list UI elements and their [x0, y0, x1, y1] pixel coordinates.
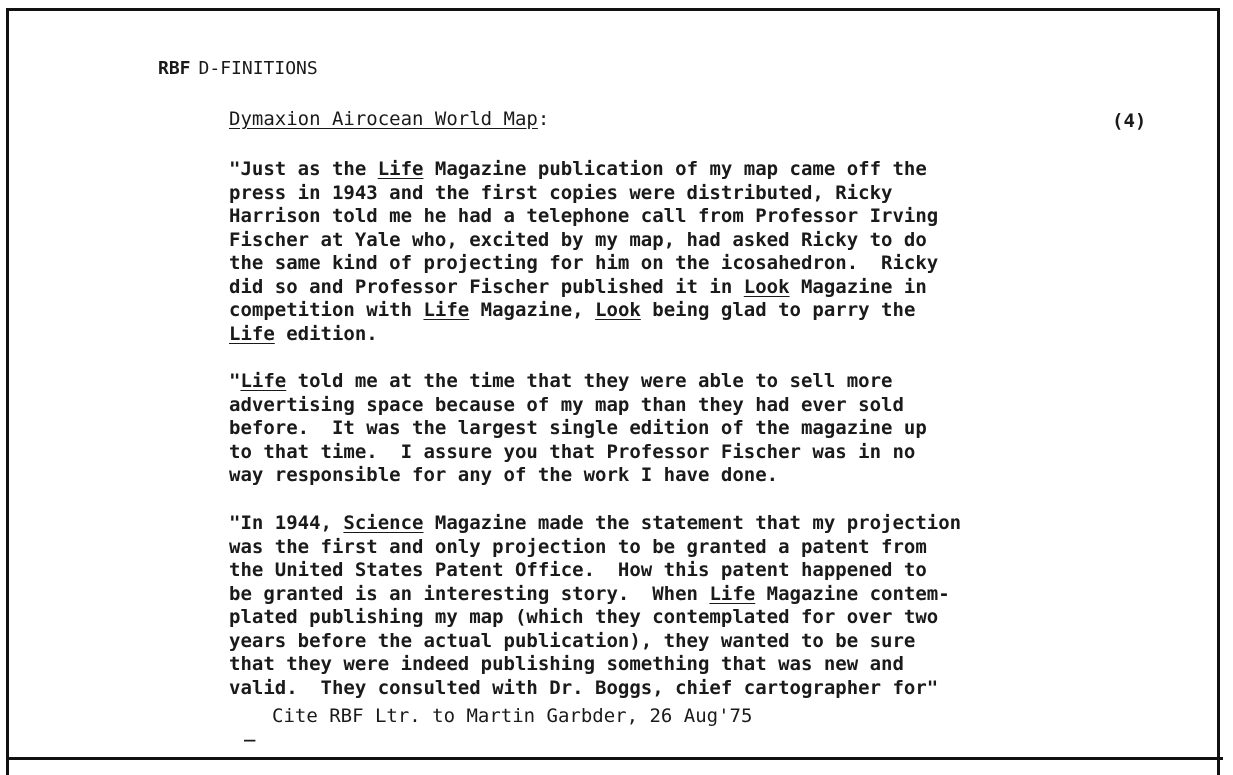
header-section: D-FINITIONS: [198, 58, 318, 79]
paragraph-line: the United States Patent Office. How this patent happened to: [229, 559, 927, 581]
quote-paragraph-3: [229, 512, 1159, 700]
paragraph-line: did so and Professor Fischer published it in Look Magazine in: [229, 275, 927, 298]
citation-text: Cite RBF Ltr. to Martin Garbder, 26 Aug'75: [272, 705, 753, 727]
document-header: [158, 58, 318, 79]
paragraph-line: press in 1943 and the first copies were distributed, Ricky: [229, 181, 893, 204]
page-number: (4): [1112, 110, 1147, 132]
paragraph-line: "Just as the Life Magazine publication of my map came off the: [229, 158, 927, 180]
paragraph-line: competition with Life Magazine, Look being glad to parry the: [229, 299, 916, 321]
quote-paragraph-2: [229, 370, 1159, 488]
paragraph-line: that they were indeed publishing something that was new and: [229, 653, 904, 675]
bottom-rule: [6, 757, 1223, 760]
paragraph-line: before. It was the largest single edition of the magazine up: [229, 417, 927, 439]
paragraph-line: way responsible for any of the work I have done.: [229, 464, 779, 486]
paragraph-line: was the first and only projection to be granted a patent from: [229, 535, 927, 558]
paragraph-line: "In 1944, Science Magazine made the statement that my projection: [229, 512, 962, 534]
paragraph-line: valid. They consulted with Dr. Boggs, chief cartographer for": [229, 676, 939, 699]
paragraph-line: the same kind of projecting for him on the icosahedron. Ricky: [229, 252, 939, 274]
paragraph-line: be granted is an interesting story. When Life Magazine contem-: [229, 582, 950, 605]
definition-title: [229, 108, 549, 130]
definition-term: Dymaxion Airocean World Map: [229, 108, 538, 130]
paragraph-line: "Life told me at the time that they were able to sell more: [229, 370, 893, 392]
paragraph-line: Fischer at Yale who, excited by my map, had asked Ricky to do: [229, 228, 927, 251]
paragraph-line: advertising space because of my map than they had ever sold: [229, 393, 904, 416]
definition-colon: :: [537, 108, 550, 130]
paragraph-line: Harrison told me he had a telephone call from Professor Irving: [229, 205, 939, 227]
frame-corner-right: [1217, 760, 1220, 775]
paragraph-line: years before the actual publication), they wanted to be sure: [229, 629, 916, 652]
paragraph-line: Life edition.: [229, 322, 378, 345]
citation-dash: _: [244, 720, 256, 742]
header-org: RBF: [158, 58, 191, 79]
frame-corner-left: [6, 760, 9, 775]
quote-paragraph-1: [229, 158, 1159, 346]
paragraph-line: plated publishing my map (which they contemplated for over two: [229, 606, 939, 628]
paragraph-line: to that time. I assure you that Professor Fischer was in no: [229, 440, 916, 463]
